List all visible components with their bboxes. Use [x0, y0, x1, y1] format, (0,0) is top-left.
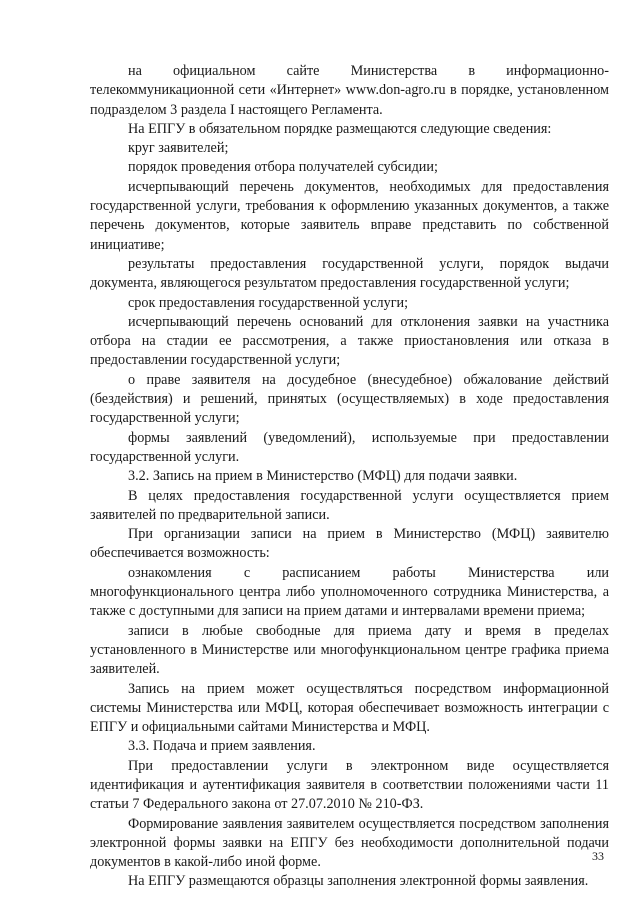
paragraph-7: срок предоставления государственной услуги; — [128, 294, 409, 311]
paragraph-14: ознакомления с расписанием работы Министерства или многофункционального центра либо уполномоченного сотрудника Министерства, а также с доступными для записи на прием датами и интервалами времени приема; — [90, 564, 609, 620]
paragraph-10: формы заявлений (уведомлений), используемые при предоставлении государственной услуги. — [90, 429, 609, 465]
paragraph-2: На ЕПГУ в обязательном порядке размещаются следующие сведения: — [128, 120, 552, 137]
page-number: 33 — [592, 849, 604, 863]
paragraph-18: При предоставлении услуги в электронном виде осуществляется идентификация и аутентификация заявителя в соответствии положениями части 11 статьи 7 Федерального закона от 27.07.2010 № 210-ФЗ. — [90, 757, 609, 813]
paragraph-9: о праве заявителя на досудебное (внесудебное) обжалование действий (бездействия) и решений, принятых (осуществляемых) в ходе предоставления государственной услуги; — [90, 371, 609, 427]
paragraph-4: порядок проведения отбора получателей субсидии; — [128, 159, 438, 176]
paragraph-1: на официальном сайте Министерства в информационно-телекоммуникационной сети «Интернет» www.don-agro.ru в порядке, установленном подразделом 3 раздела I настоящего Регламента. — [90, 63, 609, 118]
paragraph-8: исчерпывающий перечень оснований для отклонения заявки на участника отбора на стадии ее рассмотрения, а также приостановления или отказа в предоставлении государственной услуги; — [90, 313, 609, 369]
section-heading-3-3: 3.3. Подача и прием заявления. — [128, 738, 316, 755]
paragraph-5: исчерпывающий перечень документов, необходимых для предоставления государственной услуги, требования к оформлению указанных документов, а также перечень документов, которые заявитель вправе представить по собственной инициативе; — [90, 178, 609, 253]
paragraph-13: При организации записи на прием в Министерство (МФЦ) заявителю обеспечивается возможность: — [90, 526, 609, 562]
paragraph-16: Запись на прием может осуществляться посредством информационной системы Министерства или МФЦ, которая обеспечивает возможность интеграции с ЕПГУ и официальными сайтами Министерства и МФЦ. — [90, 680, 609, 736]
paragraph-20: На ЕПГУ размещаются образцы заполнения электронной формы заявления. — [128, 873, 589, 890]
paragraph-6: результаты предоставления государственной услуги, порядок выдачи документа, являющегося результатом предоставления государственной услуги; — [90, 255, 609, 292]
paragraph-19: Формирование заявления заявителем осуществляется посредством заполнения электронной формы заявки на ЕПГУ без необходимости дополнительной подачи документов в какой-либо иной форме. — [90, 815, 609, 871]
paragraph-15: записи в любые свободные для приема дату и время в пределах установленного в Министерстве или многофункциональном центре графика приема заявителей. — [90, 622, 609, 678]
paragraph-3: круг заявителей; — [128, 140, 229, 157]
document-body — [90, 62, 609, 892]
paragraph-12: В целях предоставления государственной услуги осуществляется прием заявителей по предварительной записи. — [90, 487, 609, 523]
section-heading-3-2: 3.2. Запись на прием в Министерство (МФЦ) для подачи заявки. — [128, 468, 518, 485]
